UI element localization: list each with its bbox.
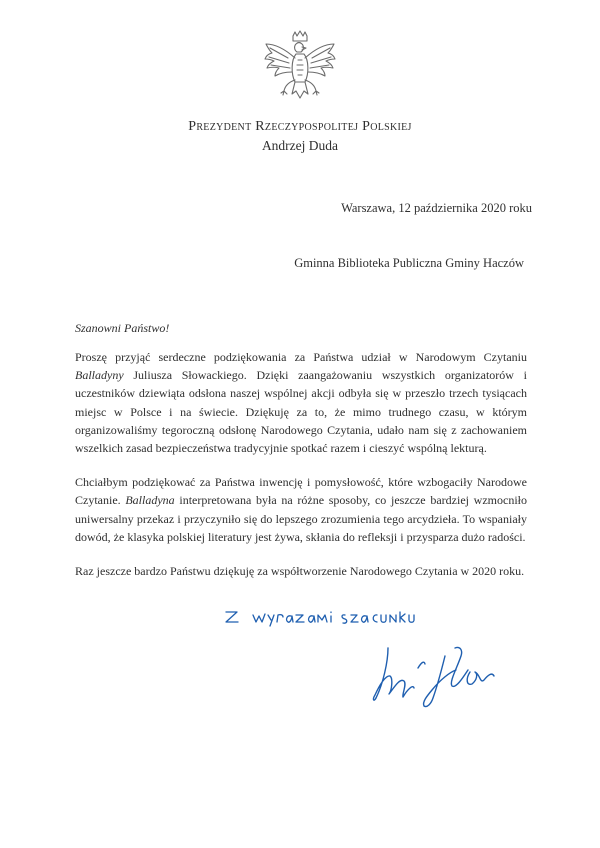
white-eagle-emblem-icon: [258, 30, 342, 114]
salutation: Szanowni Państwo!: [75, 321, 170, 335]
paragraph-3: Raz jeszcze bardzo Państwu dziękuję za współtworzenie Narodowego Czytania w 2020 roku.: [75, 564, 525, 579]
paragraph-2: [75, 473, 527, 546]
letter-body: [75, 348, 527, 596]
paragraph-2-part-2: interpretowana była na różne sposoby, co jeszcze bardziej wzmocniło uniwersalny przekaz i przyczyniło się do lepszego zrozumienia tego arcydzieła. To wspaniały dowód, że klasyka polskiej literatury jest żywa, skłania do refleksji i przysparza dużo radości.: [75, 493, 527, 544]
sender-name: Andrzej Duda: [261, 138, 339, 153]
paragraph-1: [75, 348, 527, 457]
paragraph-2-part-1: Chciałbym podziękować za Państwa inwencję i pomysłowość, które wzbogaciły Narodowe Czytanie.: [75, 475, 527, 508]
sender-title: Prezydent Rzeczypospolitej Polskiej: [188, 119, 412, 134]
handwritten-signature: [373, 647, 494, 706]
handwritten-closing: [226, 612, 414, 626]
letterhead: [0, 117, 600, 155]
paragraph-1-part-1: Proszę przyjąć serdeczne podziękowania za Państwa udział w Narodowym Czytaniu: [75, 350, 527, 364]
paragraph-1-italic-title: Balladyny: [75, 368, 124, 383]
paragraph-2-italic-title: Balladyna: [125, 493, 175, 508]
paragraph-1-part-2: Juliusza Słowackiego. Dzięki zaangażowaniu wszystkich organizatorów i uczestników dziewiąta odsłona naszej wspólnej akcji odbyła się w przeszło trzech tysiącach miejsc w Polsce i na świecie. Dziękuję za to, że mimo trudnego czasu, w którym organizowaliśmy tegoroczną odsłonę Narodowego Czytania, udało nam się z zachowaniem wszelkich zasad bezpieczeństwa tradycyjnie spotkać razem i cieszyć wspólną lekturą.: [75, 368, 527, 456]
letter-date: Warszawa, 12 października 2020 roku: [341, 201, 532, 215]
recipient: Gminna Biblioteka Publiczna Gminy Haczów: [294, 256, 524, 270]
